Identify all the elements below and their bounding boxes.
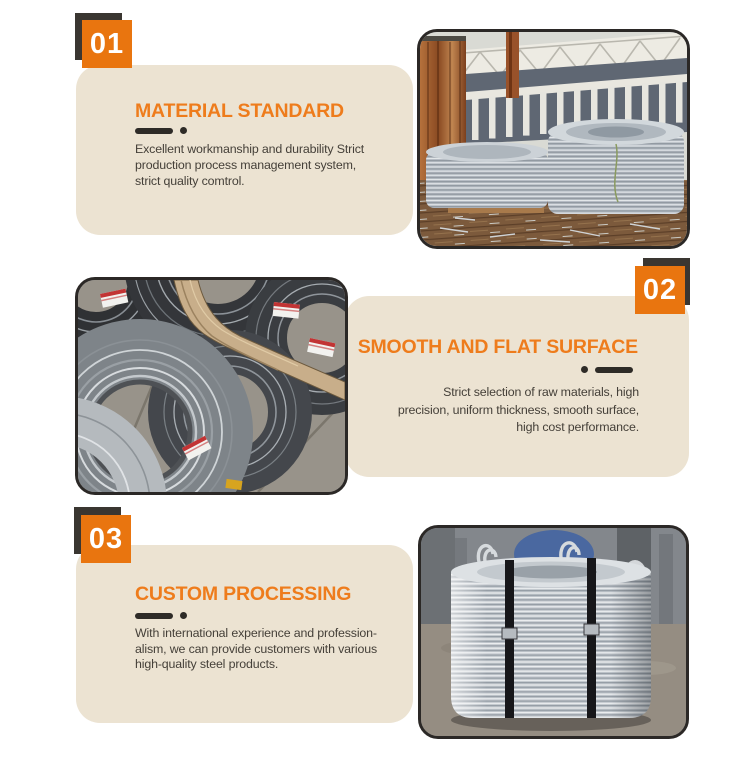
description-line: high-quality steel products. [135, 657, 279, 671]
description-line: Strict selection of raw materials, high [443, 385, 639, 399]
title-divider-3 [135, 612, 187, 619]
description-line: high cost performance. [516, 420, 639, 434]
feature-description-3 [135, 626, 377, 673]
number-badge-3 [81, 515, 131, 563]
feature-description-2 [398, 384, 639, 437]
feature-title-2: SMOOTH AND FLAT SURFACE [357, 336, 638, 358]
divider-dot [180, 127, 187, 134]
description-line: strict quality comtrol. [135, 174, 245, 188]
description-line: With international experience and profession- [135, 626, 377, 640]
number-badge-2 [635, 266, 685, 314]
divider-dot [180, 612, 187, 619]
feature-photo-wire-rod-coils [417, 29, 690, 249]
description-line: precision, uniform thickness, smooth surface, [397, 402, 639, 417]
number-badge-label: 02 [642, 273, 678, 306]
feature-photo-black-wire-coils [75, 277, 348, 495]
feature-description-1 [135, 141, 364, 189]
divider-dot [581, 366, 588, 373]
description-line: Excellent workmanship and durability Strict [135, 142, 365, 156]
divider-bar [135, 613, 173, 619]
feature-title-1: MATERIAL STANDARD [135, 100, 344, 122]
description-line: production process management system, [135, 158, 357, 172]
title-divider-2 [581, 366, 633, 373]
number-badge-1 [82, 20, 132, 68]
feature-photo-strapped-coil [418, 525, 689, 739]
number-badge-label: 01 [89, 27, 125, 60]
number-badge-label: 03 [88, 522, 124, 555]
divider-bar [135, 128, 173, 134]
divider-bar [595, 367, 633, 373]
feature-title-3: CUSTOM PROCESSING [135, 583, 352, 605]
description-line: alism, we can provide customers with various [135, 641, 377, 656]
title-divider-1 [135, 127, 187, 134]
